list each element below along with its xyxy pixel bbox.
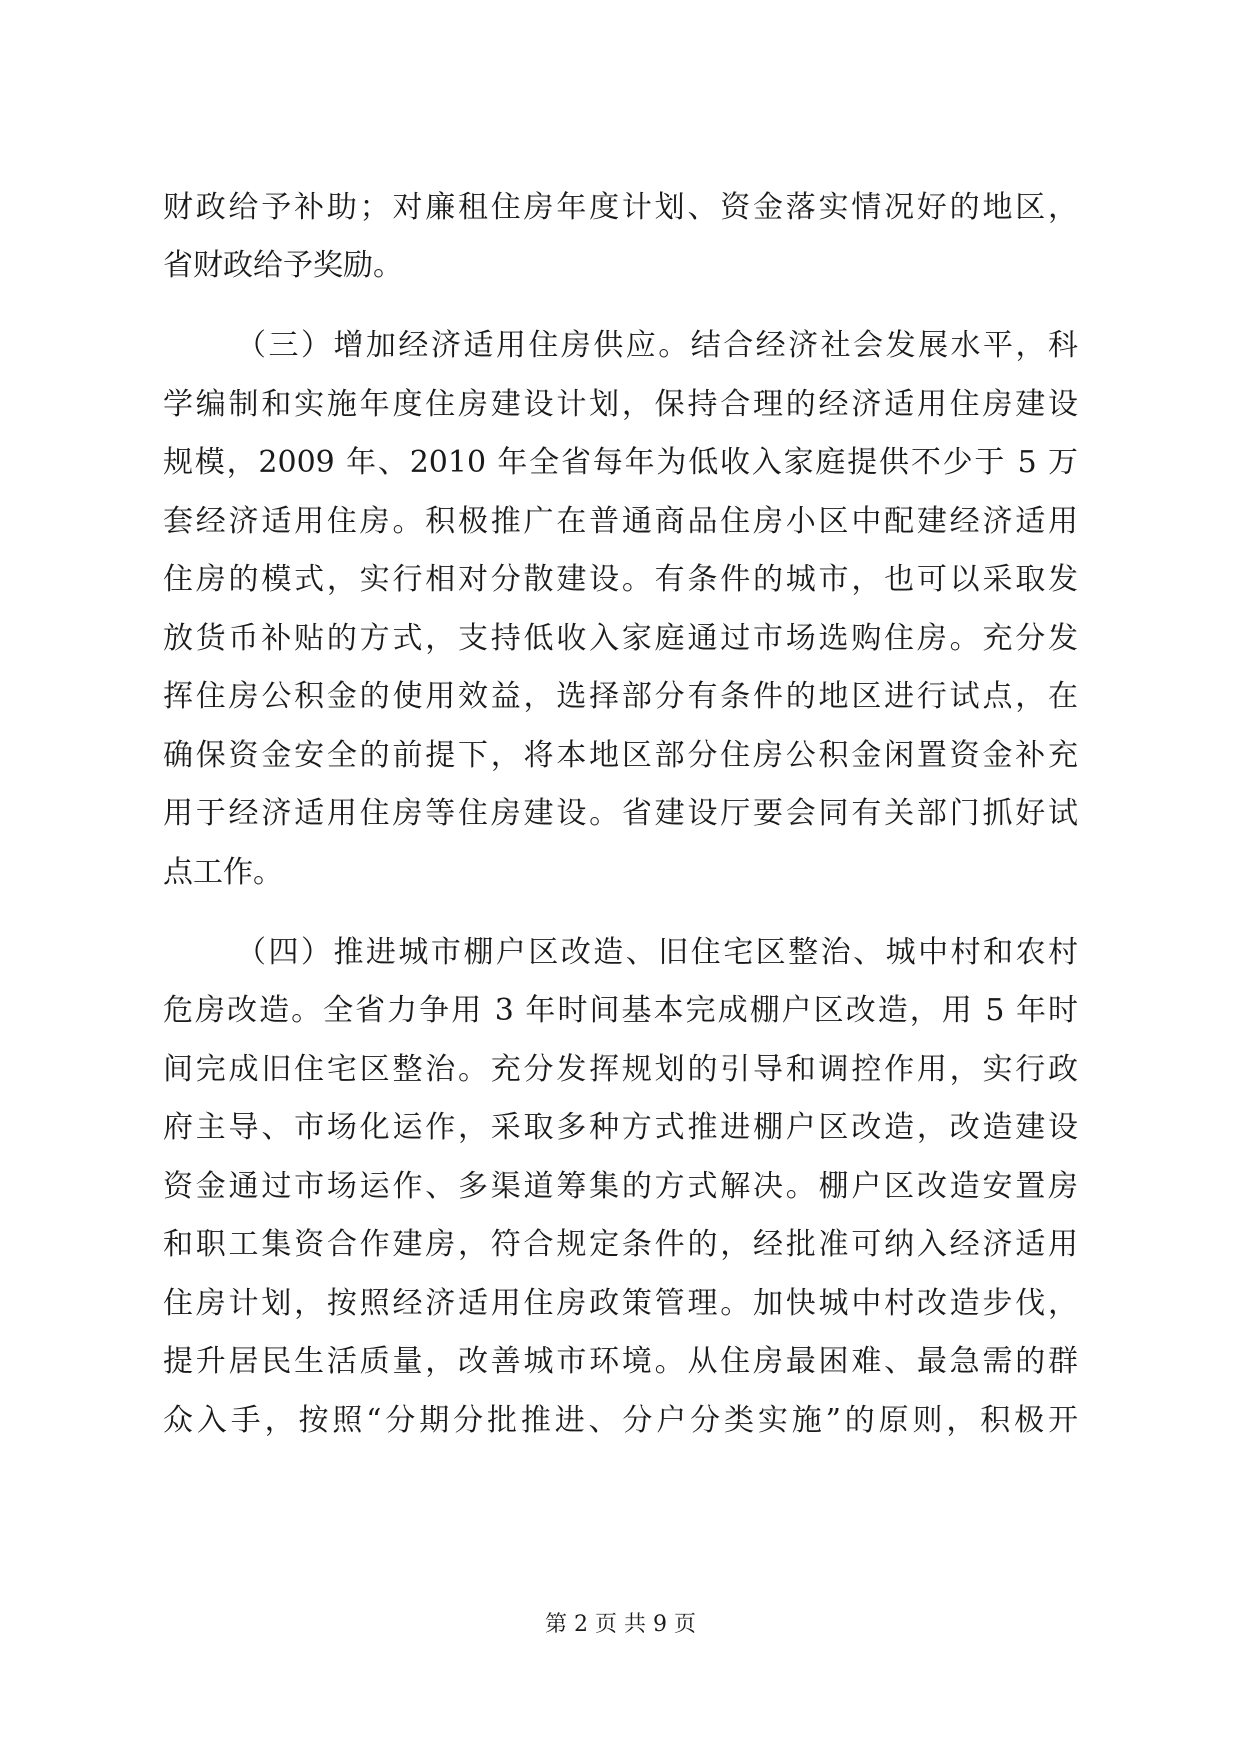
- text-line-14: 危房改造。全省力争用 3 年时间基本完成棚户区改造，用 5 年时: [163, 993, 1078, 1028]
- text-line-10: 确保资金安全的前提下，将本地区部分住房公积金闲置资金补充: [163, 738, 1078, 773]
- paragraph-3-heading-line: （三）增加经济适用住房供应。结合经济社会发展水平，科: [236, 328, 1078, 363]
- text-line-20: 提升居民生活质量，改善城市环境。从住房最困难、最急需的群: [163, 1344, 1078, 1379]
- text-line-8: 放货币补贴的方式，支持低收入家庭通过市场选购住房。充分发: [163, 621, 1078, 656]
- page-number-footer: 第 2 页 共 9 页: [545, 1612, 696, 1637]
- text-line-21: 众入手，按照“分期分批推进、分户分类实施”的原则，积极开: [163, 1403, 1078, 1438]
- text-line-9: 挥住房公积金的使用效益，选择部分有条件的地区进行试点，在: [163, 679, 1078, 714]
- text-line-12: 点工作。: [163, 855, 283, 890]
- paragraph-4-heading-line: （四）推进城市棚户区改造、旧住宅区整治、城中村和农村: [236, 935, 1078, 970]
- text-line-1: 财政给予补助；对廉租住房年度计划、资金落实情况好的地区，: [163, 190, 1078, 225]
- text-line-17: 资金通过市场运作、多渠道筹集的方式解决。棚户区改造安置房: [163, 1169, 1078, 1204]
- text-line-18: 和职工集资合作建房，符合规定条件的，经批准可纳入经济适用: [163, 1227, 1078, 1262]
- text-line-15: 间完成旧住宅区整治。充分发挥规划的引导和调控作用，实行政: [163, 1052, 1078, 1087]
- text-line-11: 用于经济适用住房等住房建设。省建设厅要会同有关部门抓好试: [163, 796, 1078, 831]
- text-line-5: 规模，2009 年、2010 年全省每年为低收入家庭提供不少于 5 万: [163, 445, 1078, 480]
- text-line-19: 住房计划，按照经济适用住房政策管理。加快城中村改造步伐，: [163, 1286, 1078, 1321]
- text-line-6: 套经济适用住房。积极推广在普通商品住房小区中配建经济适用: [163, 504, 1078, 539]
- text-line-7: 住房的模式，实行相对分散建设。有条件的城市，也可以采取发: [163, 562, 1078, 597]
- text-line-2: 省财政给予奖励。: [163, 248, 403, 283]
- text-line-4: 学编制和实施年度住房建设计划，保持合理的经济适用住房建设: [163, 387, 1078, 422]
- text-line-16: 府主导、市场化运作，采取多种方式推进棚户区改造，改造建设: [163, 1110, 1078, 1145]
